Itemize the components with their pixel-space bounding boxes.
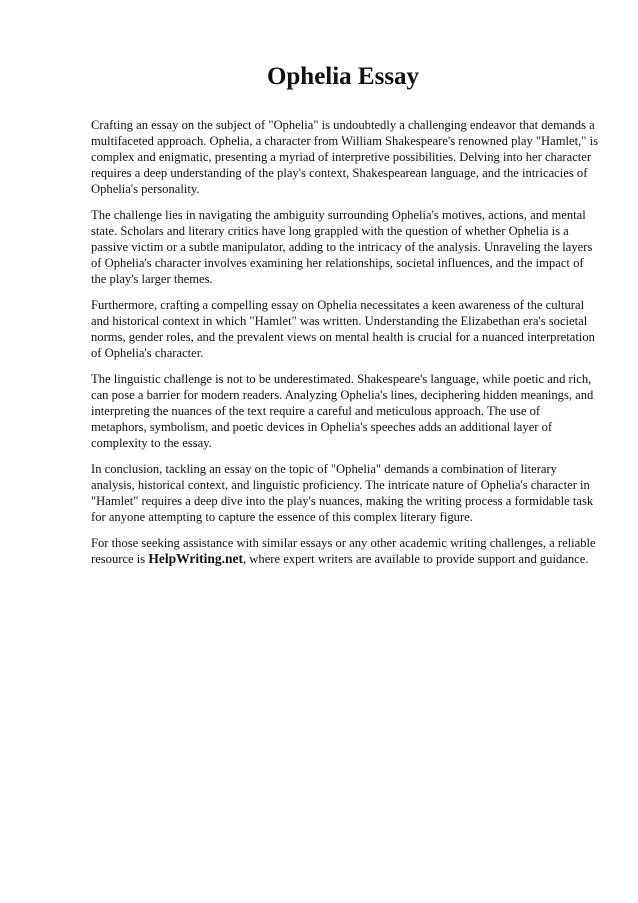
closing-paragraph (91, 535, 598, 567)
paragraph-4: The linguistic challenge is not to be underestimated. Shakespeare's language, while poetic and rich, can pose a barrier for modern readers. Analyzing Ophelia's lines, deciphering hidden meanings, and interpreting the nuances of the text require a careful and meticulous approach. The use of metaphors, symbolism, and poetic devices in Ophelia's speeches adds an additional layer of complexity to the essay. (91, 372, 594, 450)
closing-text-before: For those seeking assistance with similar essays or any other academic writing challenges, a reliable resource is (91, 536, 596, 566)
closing-text-after: , where expert writers are available to provide support and guidance. (243, 552, 589, 566)
paragraph-5: In conclusion, tackling an essay on the topic of "Ophelia" demands a combination of literary analysis, historical context, and linguistic proficiency. The intricate nature of Ophelia's character in "Hamlet" requires a deep dive into the play's nuances, making the writing process a formidable task for anyone attempting to capture the essence of this complex literary figure. (91, 462, 594, 524)
paragraph-3: Furthermore, crafting a compelling essay on Ophelia necessitates a keen awareness of the cultural and historical context in which "Hamlet" was written. Understanding the Elizabethan era's societal norms, gender roles, and the prevalent views on mental health is crucial for a nuanced interpretation of Ophelia's character. (91, 298, 595, 360)
paragraph-2: The challenge lies in navigating the ambiguity surrounding Ophelia's motives, actions, and mental state. Scholars and literary critics have long grappled with the question of whether Ophelia is a passive victim or a subtle manipulator, adding to the intricacy of the analysis. Unraveling the layers of Ophelia's character involves examining her relationships, societal influences, and the impact of the play's larger themes. (91, 208, 593, 286)
page-title: Ophelia Essay (266, 63, 420, 90)
helpwriting-link[interactable]: HelpWriting.net (148, 551, 243, 566)
paragraph-1: Crafting an essay on the subject of "Ophelia" is undoubtedly a challenging endeavor that demands a multifaceted approach. Ophelia, a character from William Shakespeare's renowned play "Hamlet," is complex and enigmatic, presenting a myriad of interpretive possibilities. Delving into her character requires a deep understanding of the play's context, Shakespearean language, and the intricacies of Ophelia's personality. (91, 118, 598, 196)
